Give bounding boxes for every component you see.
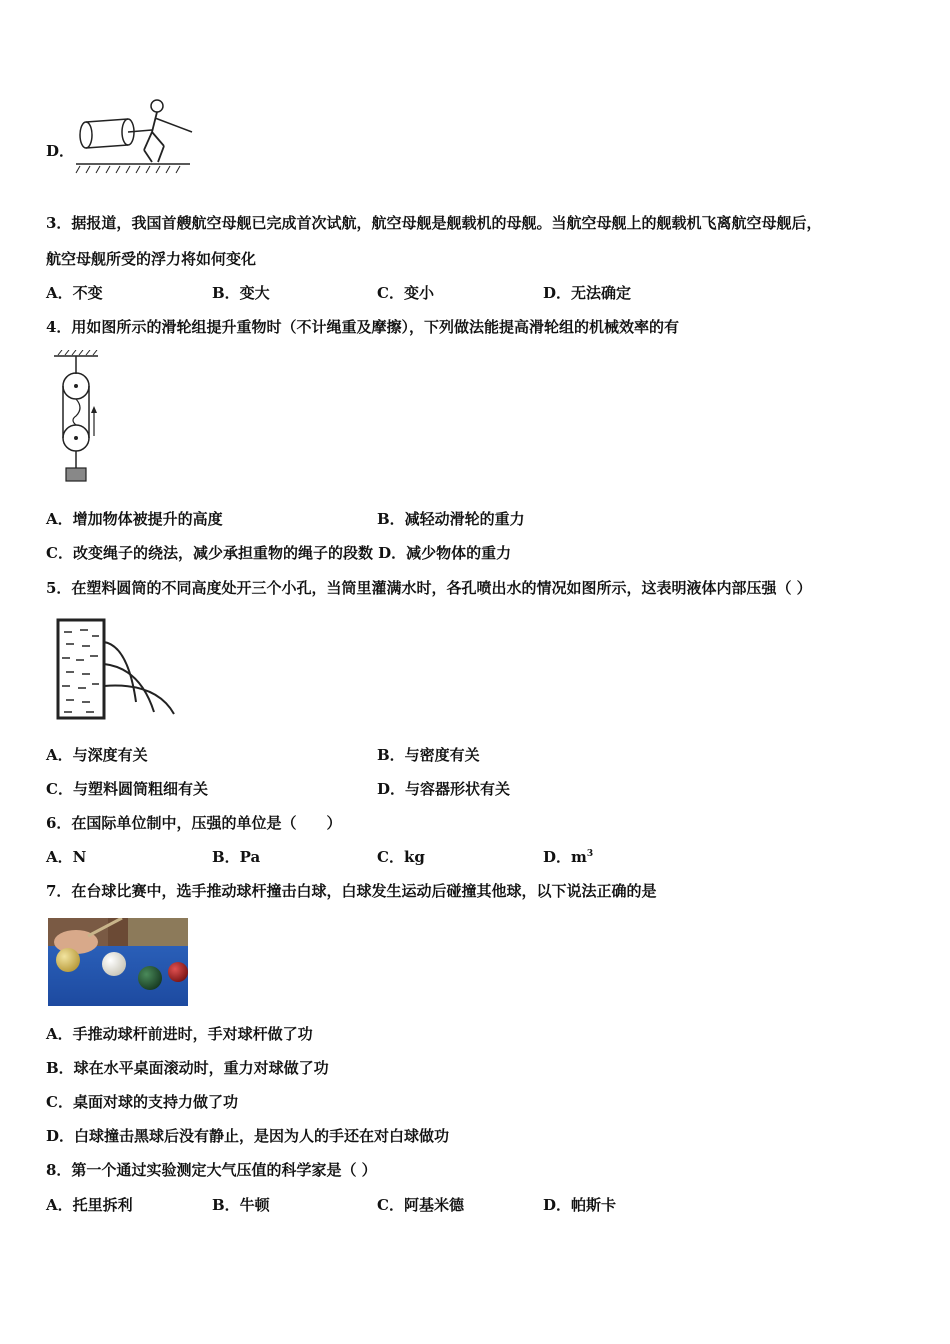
- q3-option-a: A．不变: [46, 284, 103, 302]
- q5-option-b: B．与密度有关: [377, 746, 480, 764]
- q5-option-a: A．与深度有关: [46, 746, 148, 764]
- q5-option-d: D．与容器形状有关: [377, 780, 511, 798]
- q2-option-d-label: D．: [46, 142, 75, 160]
- q6-option-b: B．Pa: [212, 848, 261, 866]
- q6-option-d-exponent: 3: [586, 849, 594, 859]
- q5-water-cylinder-figure: [50, 616, 180, 722]
- q8-option-d: D．帕斯卡: [543, 1196, 617, 1214]
- q6-option-d-text: D．m: [543, 848, 587, 866]
- q7-option-a: A．手推动球杆前进时，手对球杆做了功: [46, 1025, 313, 1043]
- q8-option-c: C．阿基米德: [377, 1196, 464, 1214]
- q6-option-d: [543, 846, 593, 867]
- q7-option-b: B．球在水平桌面滚动时，重力对球做了功: [46, 1059, 329, 1077]
- q4-option-b: B．减轻动滑轮的重力: [377, 510, 525, 528]
- q4-option-c-d: C．改变绳子的绕法，减少承担重物的绳子的段数 D．减少物体的重力: [46, 544, 512, 562]
- q8-option-a: A．托里拆利: [46, 1196, 133, 1214]
- q7-option-d: D．白球撞击黑球后没有静止，是因为人的手还在对白球做功: [46, 1127, 450, 1145]
- q7-billiards-photo: [48, 918, 188, 1006]
- q8-stem: 8．第一个通过实验测定大气压值的科学家是（ ）: [46, 1161, 377, 1179]
- q7-option-c: C．桌面对球的支持力做了功: [46, 1093, 238, 1111]
- q4-option-a: A．增加物体被提升的高度: [46, 510, 223, 528]
- q5-option-c: C．与塑料圆筒粗细有关: [46, 780, 208, 798]
- q3-stem-line2: 航空母舰所受的浮力将如何变化: [46, 250, 257, 268]
- q2-push-roller-figure: [72, 96, 196, 176]
- q7-stem: 7．在台球比赛中，选手推动球杆撞击白球，白球发生运动后碰撞其他球，以下说法正确的是: [46, 882, 657, 900]
- q4-pulley-figure: [50, 350, 110, 484]
- q3-option-c: C．变小: [377, 284, 434, 302]
- q6-option-a: A．N: [46, 848, 87, 866]
- q6-stem: 6．在国际单位制中，压强的单位是（ ）: [46, 814, 342, 832]
- q5-stem: 5．在塑料圆筒的不同高度处开三个小孔，当筒里灌满水时，各孔喷出水的情况如图所示，这表明液体内部压强（ ）: [46, 579, 812, 597]
- q4-stem: 4．用如图所示的滑轮组提升重物时（不计绳重及摩擦），下列做法能提高滑轮组的机械效率的有: [46, 318, 679, 336]
- q3-option-d: D．无法确定: [543, 284, 632, 302]
- q3-option-b: B．变大: [212, 284, 270, 302]
- q6-option-c: C．kg: [377, 848, 425, 866]
- q8-option-b: B．牛顿: [212, 1196, 270, 1214]
- q3-stem-line1: 3．据报道，我国首艘航空母舰已完成首次试航，航空母舰是舰载机的母舰。当航空母舰上的舰载机飞离航空母舰后，: [46, 214, 822, 232]
